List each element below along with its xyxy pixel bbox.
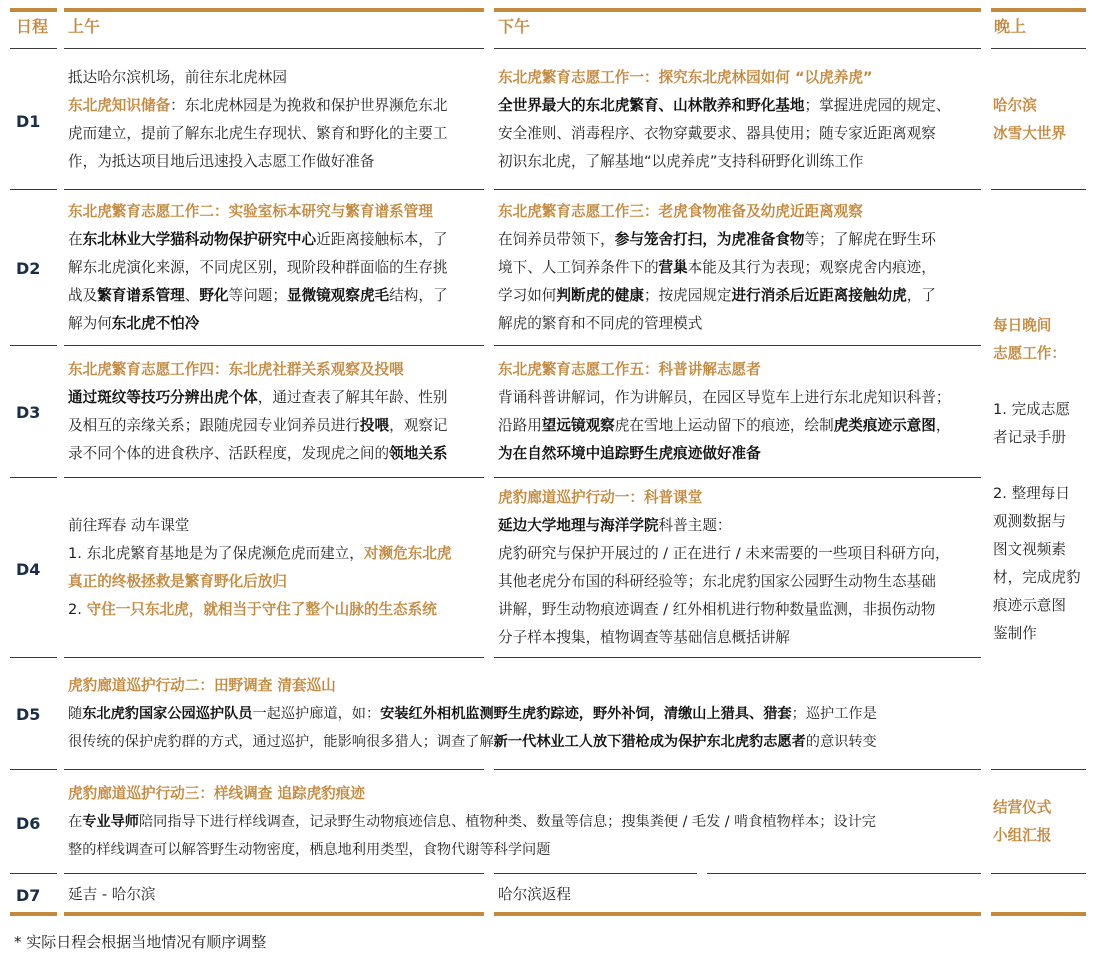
row-divider: [494, 657, 981, 658]
d1-am-line: 抵达哈尔滨机场，前往东北虎林园: [68, 69, 287, 86]
day-label: D7: [16, 886, 41, 905]
row-divider: [64, 189, 484, 190]
header-afternoon: 下午: [498, 17, 531, 36]
d5-content: 虎豹廊道巡护行动二：田野调查 清套巡山 随东北虎豹国家公园巡护队员一起巡护廊道，如：安装红外相机监测野生虎豹踪迹，野外补饲，清缴山上猎具、猎套；巡护工作是 很传统的保护虎豹群的方式，通过巡护，能影响很多猎人；调查了解新一代林业工人放下猎枪成为保护东北虎豹志愿者的意识转变: [68, 672, 988, 756]
row-divider: [494, 873, 697, 874]
d2-am-title: 东北虎繁育志愿工作二：实验室标本研究与繁育谱系管理: [68, 203, 433, 220]
d1-pm-line: 初识东北虎，了解基地“以虎养虎”支持科研野化训练工作: [498, 153, 864, 170]
header-divider: [991, 48, 1086, 49]
d6-title: 虎豹廊道巡护行动三：样线调查 追踪虎豹痕迹: [68, 785, 365, 802]
day-label: D6: [16, 814, 41, 833]
row-divider: [707, 873, 981, 874]
d4-pm-title: 虎豹廊道巡护行动一：科普课堂: [498, 489, 703, 506]
bottom-rule: [10, 912, 57, 916]
d3-pm-title: 东北虎繁育志愿工作五：科普讲解志愿者: [498, 361, 761, 378]
bottom-rule: [991, 912, 1086, 916]
header-divider: [10, 48, 57, 49]
d2-afternoon: 东北虎繁育志愿工作三：老虎食物准备及幼虎近距离观察 在饲养员带领下，参与笼舍打扫，为虎准备食物等；了解虎在野生环 境下、人工饲养条件下的营巢本能及其行为表现；观察虎舍内痕迹， 学习如何判断虎的健康；按虎园规定进行消杀后近距离接触幼虎，了 解虎的繁育和不同虎的管理模式: [498, 198, 986, 338]
d7-afternoon: 哈尔滨返程: [498, 886, 571, 903]
top-rule: [991, 8, 1086, 12]
header-schedule: 日程: [16, 17, 49, 36]
row-divider: [494, 345, 981, 346]
d1-am-topic: 东北虎知识储备: [68, 97, 171, 114]
d1-am-line: 虎而建立，提前了解东北虎生存现状、繁育和野化的主要工: [68, 125, 448, 142]
d1-pm-title: 东北虎繁育志愿工作一：探究东北虎林园如何 “以虎养虎”: [498, 69, 873, 86]
row-divider: [10, 345, 57, 346]
d1-pm-line: 全世界最大的东北虎繁育、山林散养和野化基地；掌握进虎园的规定、: [498, 97, 951, 114]
row-divider: [10, 873, 57, 874]
d2-pm-title: 东北虎繁育志愿工作三：老虎食物准备及幼虎近距离观察: [498, 203, 863, 220]
row-divider: [64, 769, 484, 770]
row-divider: [64, 477, 484, 478]
row-divider: [494, 477, 981, 478]
d4-afternoon: 虎豹廊道巡护行动一：科普课堂 延边大学地理与海洋学院科普主题： 虎豹研究与保护开展过的 / 正在进行 / 未来需要的一些项目科研方向， 其他老虎分布国的科研经验等；东北虎豹国家公园野生动物生态基础 讲解，野生动物痕迹调查 / 红外相机进行物种数量监测，非损伤动物 分子样本搜集，植物调查等基础信息概括讲解: [498, 484, 986, 652]
row-divider: [64, 345, 484, 346]
d1-am-line: 作，为抵达项目地后迅速投入志愿工作做好准备: [68, 153, 375, 170]
d3-morning: 东北虎繁育志愿工作四：东北虎社群关系观察及投喂 通过斑纹等技巧分辨出虎个体，通过查表了解其年龄、性别 及相互的亲缘关系；跟随虎园专业饲养员进行投喂，观察记 录不同个体的进食秩序、活跃程度，发现虎之间的领地关系: [68, 356, 488, 468]
header-evening: 晚上: [994, 17, 1027, 36]
row-divider: [991, 873, 1086, 874]
row-divider: [991, 769, 1086, 770]
row-divider: [64, 873, 484, 874]
top-rule: [10, 8, 57, 12]
d4-morning: 前往珲春 动车课堂 1. 东北虎繁育基地是为了保虎濒危虎而建立，对濒危东北虎 真正的终极拯救是繁育野化后放归 2. 守住一只东北虎，就相当于守住了整个山脉的生态系统: [68, 517, 452, 618]
row-divider: [10, 477, 57, 478]
d6-evening: 结营仪式 小组汇报: [993, 799, 1052, 844]
d1-pm-line: 安全准则、消毒程序、衣物穿戴要求、器具使用；随专家近距离观察: [498, 125, 936, 142]
d6-content: 虎豹廊道巡护行动三：样线调查 追踪虎豹痕迹 在专业导师陪同指导下进行样线调查，记录野生动物痕迹信息、植物种类、数量等信息；搜集粪便 / 毛发 / 啃食植物样本；设计完 整的样线调查可以解答野生动物密度，栖息地利用类型，食物代谢等科学问题: [68, 780, 988, 864]
d2-morning: 东北虎繁育志愿工作二：实验室标本研究与繁育谱系管理 在东北林业大学猫科动物保护研究中心近距离接触标本，了 解东北虎演化来源，不同虎区别，现阶段种群面临的生存挑 战及繁育谱系管理、野化等问题；显微镜观察虎毛结构，了 解为何东北虎不怕冷: [68, 198, 488, 338]
row-divider: [10, 657, 57, 658]
footnote: * 实际日程会根据当地情况有顺序调整: [14, 933, 267, 951]
d5-title: 虎豹廊道巡护行动二：田野调查 清套巡山: [68, 677, 336, 694]
header-morning: 上午: [68, 17, 101, 36]
bottom-rule: [64, 912, 484, 916]
row-divider: [494, 189, 981, 190]
d1-evening: 哈尔滨 冰雪大世界: [993, 97, 1066, 142]
header-divider: [494, 48, 981, 49]
d1-afternoon: [498, 64, 986, 176]
bottom-rule: [494, 912, 981, 916]
d3-afternoon: 东北虎繁育志愿工作五：科普讲解志愿者 背诵科普讲解词，作为讲解员，在园区导览车上进行东北虎知识科普； 沿路用望远镜观察虎在雪地上运动留下的痕迹，绘制虎类痕迹示意图， 为在自然环境中追踪野生虎痕迹做好准备: [498, 356, 986, 468]
d1-am-line: 东北虎知识储备：东北虎林园是为挽救和保护世界濒危东北: [68, 97, 448, 114]
header-divider: [64, 48, 484, 49]
row-divider: [494, 769, 981, 770]
d1-morning: [68, 64, 486, 176]
row-divider: [10, 189, 57, 190]
row-divider: [991, 189, 1086, 190]
day-label: D1: [16, 112, 41, 131]
d7-morning: 延吉 - 哈尔滨: [68, 886, 156, 903]
row-divider: [64, 657, 484, 658]
evening-volunteer-work: 每日晚间 志愿工作： 1. 完成志愿 者记录手册 2. 整理每日 观测数据与 图文视频素 材，完成虎豹 痕迹示意图 鉴制作: [993, 317, 1081, 642]
day-label: D2: [16, 259, 41, 278]
day-label: D5: [16, 705, 41, 724]
row-divider: [10, 769, 57, 770]
day-label: D4: [16, 560, 41, 579]
top-rule: [494, 8, 981, 12]
top-rule: [64, 8, 484, 12]
d3-am-title: 东北虎繁育志愿工作四：东北虎社群关系观察及投喂: [68, 361, 404, 378]
day-label: D3: [16, 403, 41, 422]
